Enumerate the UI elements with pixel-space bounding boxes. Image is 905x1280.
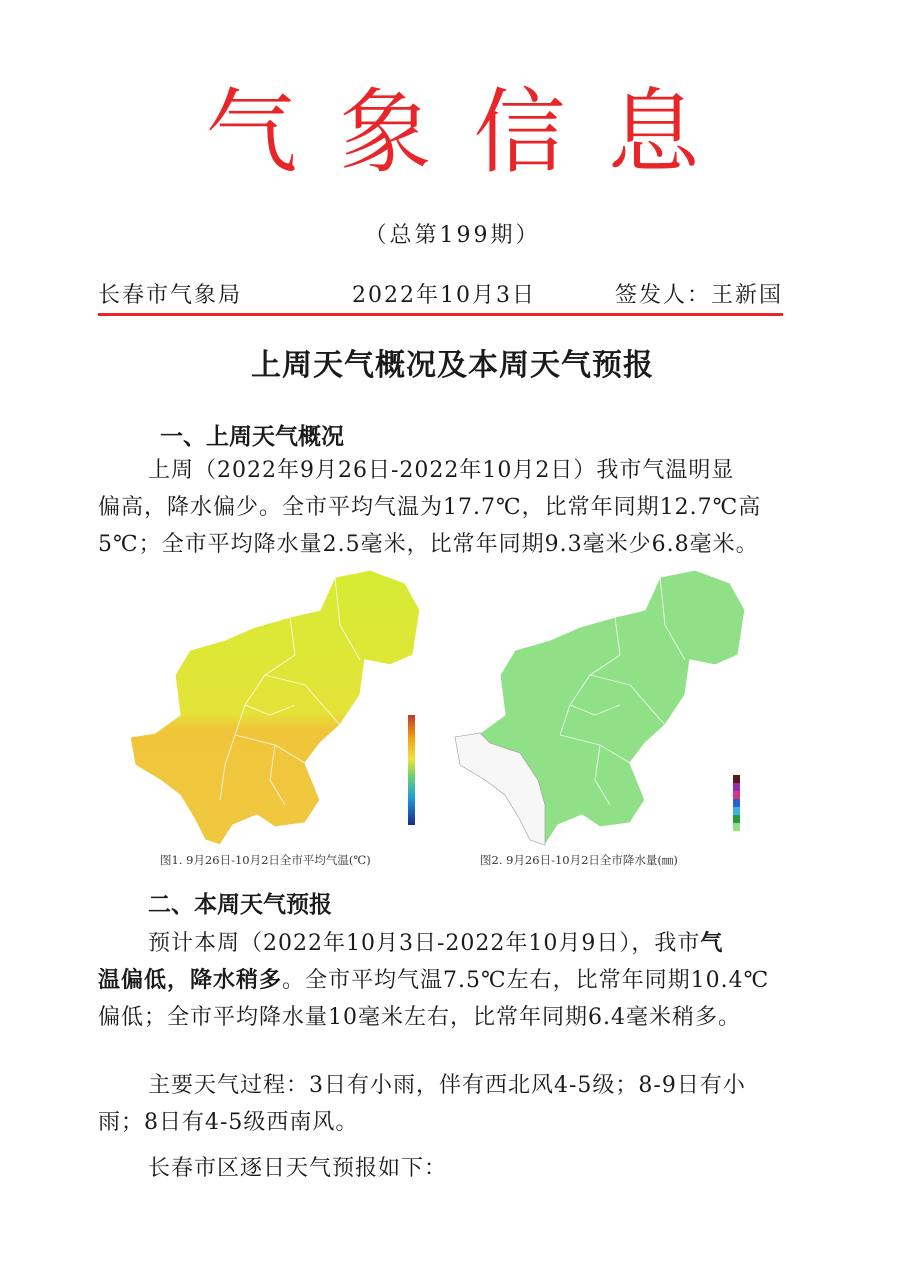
forecast-highlight: 温偏低，降水稍多: [98, 968, 283, 993]
section-1-line: 偏高，降水偏少。全市平均气温为17.7℃，比常年同期12.7℃高: [98, 495, 762, 520]
section-1-body-cont: [98, 489, 761, 563]
issuing-bureau: 长春市气象局: [98, 283, 243, 308]
section-1-title: 一、上周天气概况: [160, 424, 344, 450]
signer-name: 王新国: [711, 283, 784, 308]
daily-forecast-intro: 长春市区逐日天气预报如下：: [148, 1156, 448, 1181]
forecast-highlight: 气: [700, 931, 724, 956]
section-2-title: 二、本周天气预报: [148, 892, 332, 918]
section-2-body: [148, 925, 723, 962]
section-1-body: [148, 452, 734, 489]
weather-process-cont: [98, 1104, 358, 1141]
temperature-map: [125, 565, 430, 850]
weather-process-line: 主要天气过程：3日有小雨，伴有西北风4-5级；8-9日有小: [148, 1073, 746, 1098]
section-1-line: 5℃；全市平均降水量2.5毫米，比常年同期9.3毫米少6.8毫米。: [98, 532, 759, 557]
forecast-line: 偏低；全市平均降水量10毫米左右，比常年同期6.4毫米稍多。: [98, 1005, 741, 1030]
issue-date: 2022年10月3日: [352, 283, 536, 308]
weather-process-line: 雨；8日有4-5级西南风。: [98, 1110, 359, 1135]
precipitation-map: [450, 565, 755, 850]
weather-process: [148, 1067, 746, 1104]
figure-2-caption: 图2. 9月26日-10月2日全市降水量(㎜): [480, 853, 678, 867]
page-title: 上周天气概况及本周天气预报: [251, 348, 654, 383]
figure-1-caption: 图1. 9月26日-10月2日全市平均气温(℃): [160, 853, 371, 867]
precipitation-legend: [733, 775, 740, 831]
signer-label: 签发人：: [615, 283, 712, 308]
masthead-title: 气象信息: [205, 79, 742, 186]
section-2-body-cont: [98, 962, 769, 1036]
forecast-line: 。全市平均气温7.5℃左右，比常年同期10.4℃: [282, 968, 770, 993]
red-divider: [98, 313, 783, 316]
signer: [615, 278, 783, 309]
map-region-outline: [130, 570, 420, 845]
section-1-line: 上周（2022年9月26日-2022年10月2日）我市气温明显: [148, 458, 735, 483]
issue-number: （总第199期）: [364, 223, 541, 248]
forecast-line: 预计本周（2022年10月3日-2022年10月9日），我市: [148, 931, 701, 956]
temperature-legend-bar: [408, 715, 415, 825]
map-region-outline: [455, 570, 745, 845]
